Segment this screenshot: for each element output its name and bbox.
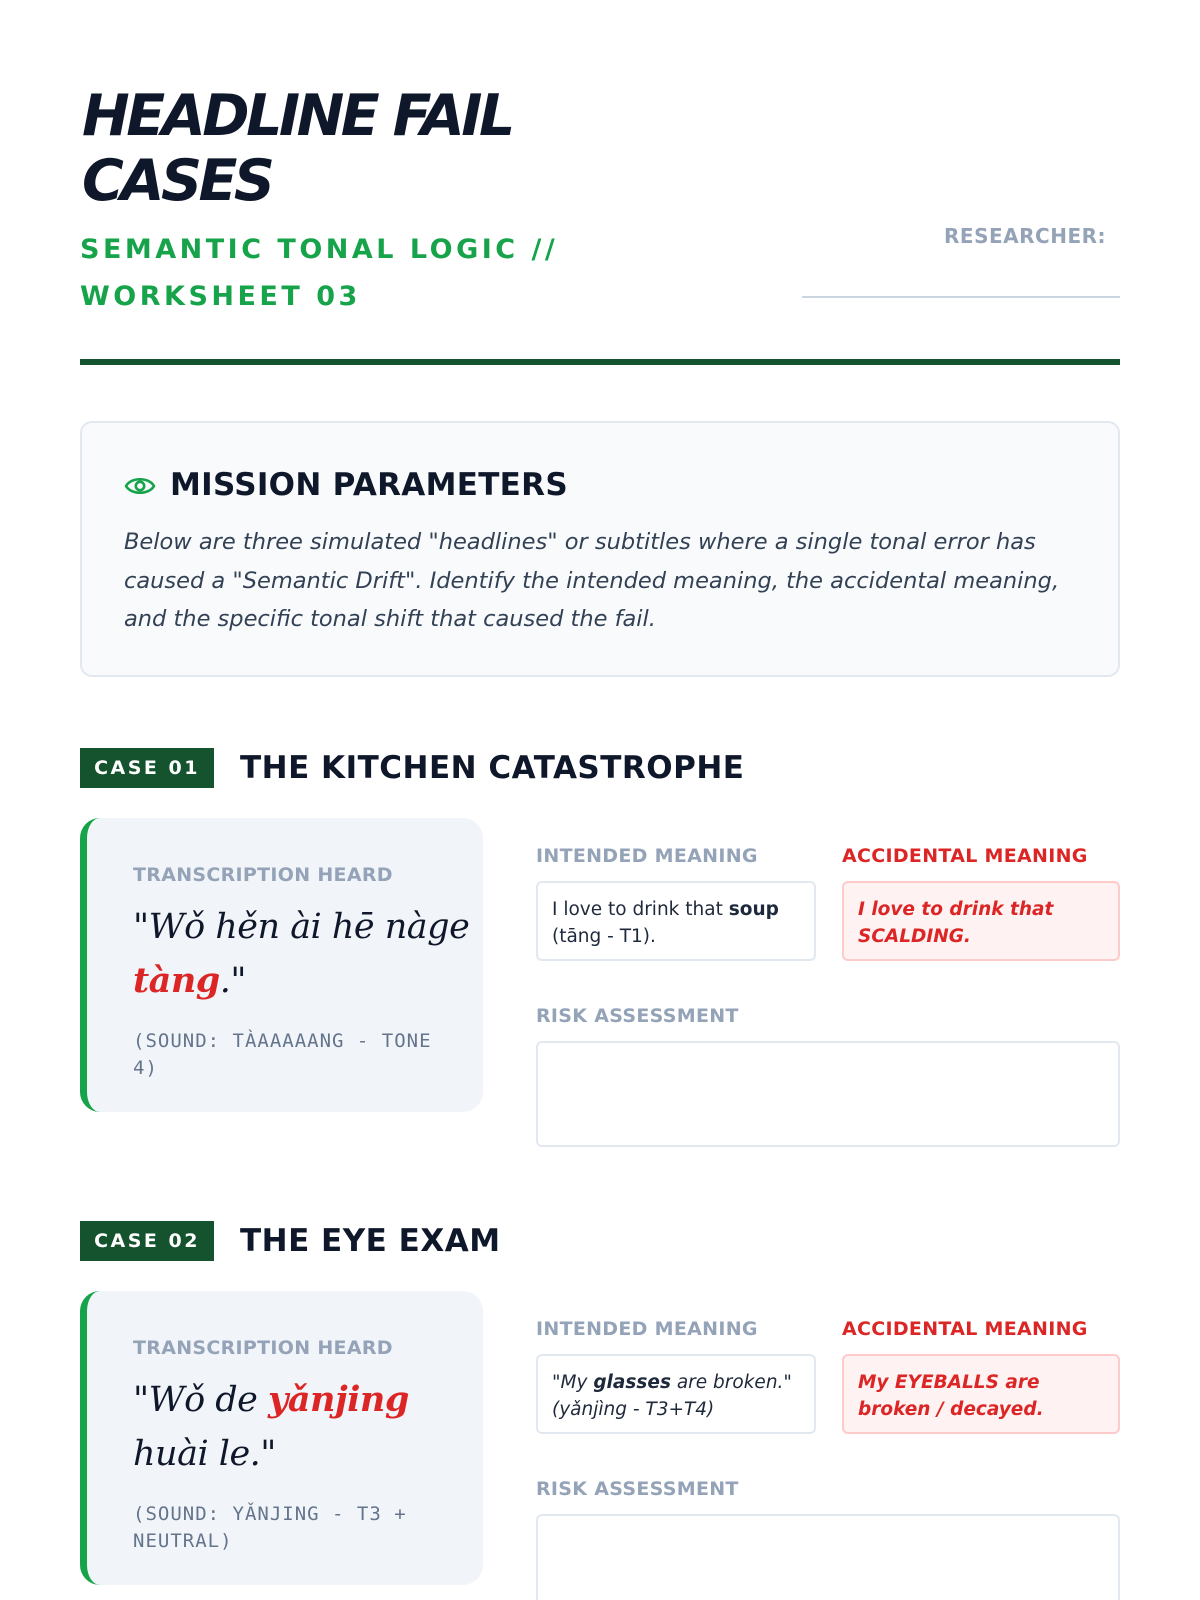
- intended-meaning-box[interactable]: [536, 881, 816, 961]
- intended-text-bold: glasses: [593, 1372, 671, 1393]
- accidental-meaning-label: ACCIDENTAL MEANING: [842, 845, 1088, 867]
- header-divider: [80, 359, 1120, 365]
- worksheet-page: [80, 0, 1120, 1600]
- accidental-meaning-label: ACCIDENTAL MEANING: [842, 1318, 1088, 1340]
- transcription-text-after: .": [219, 961, 246, 1001]
- researcher-input-line[interactable]: [802, 296, 1120, 298]
- page-title: HEADLINE FAIL CASES: [82, 83, 512, 214]
- case-badge: CASE 01: [80, 748, 214, 788]
- risk-assessment-label: RISK ASSESSMENT: [536, 1478, 739, 1500]
- risk-assessment-field[interactable]: [536, 1514, 1120, 1600]
- researcher-label: RESEARCHER:: [944, 224, 1106, 248]
- intended-meaning-label: INTENDED MEANING: [536, 845, 758, 867]
- transcription-panel: [80, 1291, 483, 1585]
- intended-text-after: are broken." (yǎnjìng - T3+T4): [552, 1372, 792, 1420]
- case-badge: CASE 02: [80, 1221, 214, 1261]
- intended-text-before: I love to drink that: [552, 899, 729, 920]
- transcription-text: [133, 900, 473, 1008]
- transcription-text-before: "Wǒ hěn ài hē nàge: [133, 907, 470, 947]
- transcription-label: TRANSCRIPTION HEARD: [133, 1337, 393, 1359]
- tone-error-highlight: tàng: [133, 960, 220, 1001]
- intended-text-after: (tāng - T1).: [552, 926, 656, 947]
- case-title: THE EYE EXAM: [240, 1223, 501, 1259]
- transcription-label: TRANSCRIPTION HEARD: [133, 864, 393, 886]
- intended-meaning-box[interactable]: [536, 1354, 816, 1434]
- transcription-text-before: "Wǒ de: [133, 1380, 269, 1420]
- tone-error-highlight: yǎnjing: [268, 1379, 409, 1420]
- case-title: THE KITCHEN CATASTROPHE: [240, 750, 745, 786]
- sound-note: (SOUND: YǍNJING - T3 + NEUTRAL): [133, 1503, 407, 1552]
- intended-text-bold: soup: [728, 899, 779, 920]
- mission-text: Below are three simulated "headlines" or subtitles where a single tonal error has caused a "Semantic Drift". Identify the intended meaning, the accidental meaning, and the specific tonal shift that caused the fail.: [124, 529, 1060, 632]
- transcription-panel: [80, 818, 483, 1112]
- risk-assessment-label: RISK ASSESSMENT: [536, 1005, 739, 1027]
- mission-panel: [80, 421, 1120, 677]
- accidental-meaning-box[interactable]: I love to drink that SCALDING.: [842, 881, 1120, 961]
- eye-icon: [124, 470, 156, 502]
- risk-assessment-field[interactable]: [536, 1041, 1120, 1147]
- sound-note: (SOUND: TÀAAAAANG - TONE 4): [133, 1030, 432, 1079]
- page-subtitle: SEMANTIC TONAL LOGIC // WORKSHEET 03: [80, 234, 559, 312]
- accidental-meaning-box[interactable]: My EYEBALLS are broken / decayed.: [842, 1354, 1120, 1434]
- transcription-text: [133, 1373, 473, 1481]
- mission-title: MISSION PARAMETERS: [170, 467, 568, 503]
- transcription-text-after: huài le.": [133, 1434, 276, 1474]
- intended-meaning-label: INTENDED MEANING: [536, 1318, 758, 1340]
- intended-text-before: "My: [552, 1372, 594, 1393]
